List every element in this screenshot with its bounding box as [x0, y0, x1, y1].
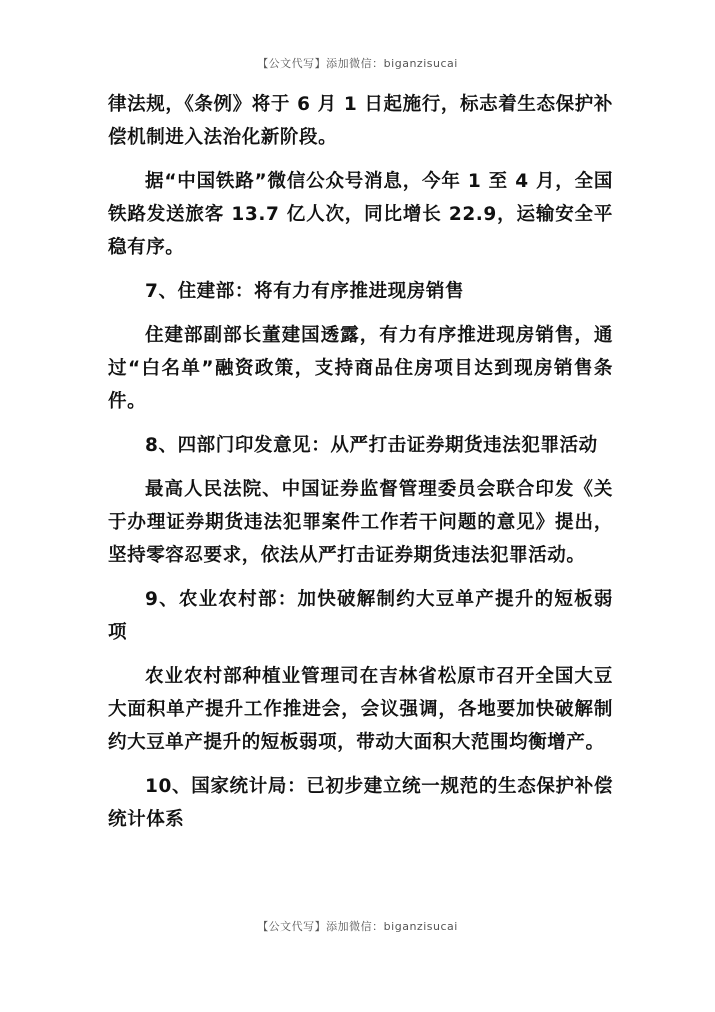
paragraph-railway-passengers: 据“中国铁路”微信公众号消息，今年 1 至 4 月，全国铁路发送旅客 13.7 亿人次，同比增长 22.9，运输安全平稳有序。: [108, 171, 613, 258]
heading-item-8: 8、四部门印发意见：从严打击证券期货违法犯罪活动: [145, 435, 598, 456]
paragraph-soybean-yield: 农业农村部种植业管理司在吉林省松原市召开全国大豆大面积单产提升工作推进会，会议强调，各地要加快破解制约大豆单产提升的短板弱项，带动大面积大范围均衡增产。: [108, 666, 613, 753]
document-body: [108, 88, 613, 836]
paragraph-securities-crime: 最高人民法院、中国证券监督管理委员会联合印发《关于办理证券期货违法犯罪案件工作若干问题的意见》提出，坚持零容忍要求，依法从严打击证券期货违法犯罪活动。: [108, 479, 613, 566]
paragraph-housing-sales: 住建部副部长董建国透露，有力有序推进现房销售，通过“白名单”融资政策，支持商品住房项目达到现房销售条件。: [108, 325, 613, 412]
header-watermark: 【公文代写】添加微信：biganzisucai: [257, 57, 458, 70]
heading-item-7: 7、住建部：将有力有序推进现房销售: [145, 281, 465, 302]
footer-watermark: 【公文代写】添加微信：biganzisucai: [257, 920, 458, 933]
heading-item-10: 10、国家统计局：已初步建立统一规范的生态保护补偿统计体系: [108, 776, 613, 830]
heading-item-9: 9、农业农村部：加快破解制约大豆单产提升的短板弱项: [108, 589, 613, 643]
paragraph-continued-regulation: 律法规，《条例》将于 6 月 1 日起施行，标志着生态保护补偿机制进入法治化新阶段。: [108, 94, 613, 148]
